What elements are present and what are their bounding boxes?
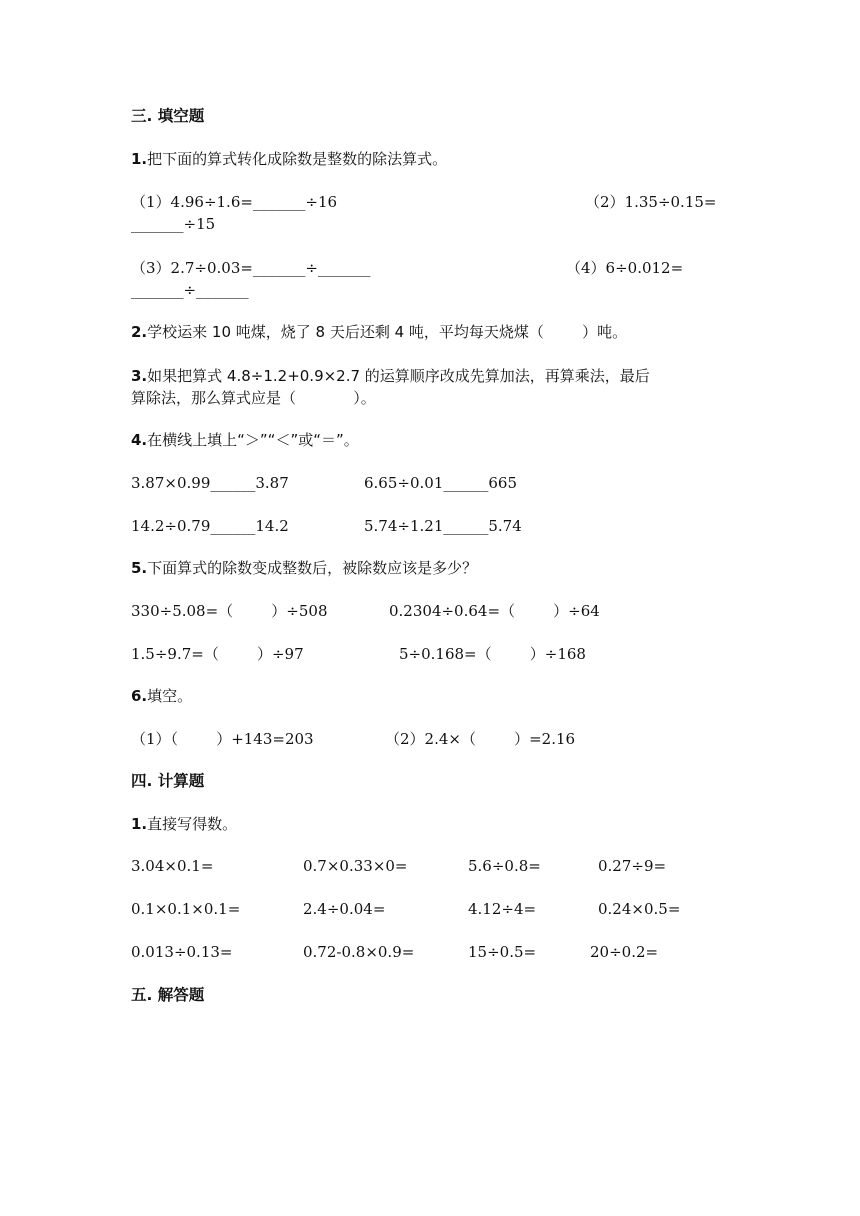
calc-item: 0.24×0.5= [598, 900, 681, 918]
question-text: 直接写得数。 [147, 815, 238, 833]
calc-item: 2.4÷0.04= [303, 900, 386, 918]
question-number: 2. [131, 323, 148, 341]
section-heading-5: 五. 解答题 [131, 986, 205, 1004]
question-3 [131, 366, 650, 386]
q4-item-a: 3.87×0.99______3.87 [131, 474, 289, 492]
question-text: 把下面的算式转化成除数是整数的除法算式。 [147, 150, 448, 168]
question-6 [131, 686, 192, 706]
q6-item-a: （1）（ ）+143=203 [131, 730, 314, 748]
q5-item-a: 330÷5.08=（ ）÷508 [131, 602, 328, 620]
calc-item: 0.27÷9= [598, 857, 667, 875]
question-number: 5. [131, 559, 148, 577]
question-text: 学校运来 10 吨煤，烧了 8 天后还剩 4 吨，平均每天烧煤（ ）吨。 [147, 323, 628, 341]
question-number: 3. [131, 367, 148, 385]
calc-item: 3.04×0.1= [131, 857, 214, 875]
calc-item: 5.6÷0.8= [468, 857, 541, 875]
calc-item: 15÷0.5= [468, 943, 537, 961]
calc-item: 0.013÷0.13= [131, 943, 233, 961]
section-heading-4: 四. 计算题 [131, 772, 205, 790]
question-number: 1. [131, 815, 148, 833]
question-text: 填空。 [147, 687, 193, 705]
question-1 [131, 149, 447, 169]
q4-item-c: 14.2÷0.79______14.2 [131, 517, 289, 535]
q1-part-1: （1）4.96÷1.6=_______÷16 [131, 193, 338, 211]
question-3-line-2: 算除法，那么算式应是（ ）。 [131, 389, 376, 407]
question-number: 1. [131, 150, 148, 168]
calc-item: 0.7×0.33×0= [303, 857, 408, 875]
calc-item: 0.1×0.1×0.1= [131, 900, 241, 918]
question-2 [131, 322, 627, 342]
q1-part-4-cont: _______÷_______ [131, 281, 249, 299]
q1-part-2-cont: _______÷15 [131, 215, 216, 233]
calc-item: 0.72-0.8×0.9= [303, 943, 415, 961]
q6-item-b: （2）2.4×（ ）=2.16 [385, 730, 576, 748]
calc-item: 20÷0.2= [590, 943, 659, 961]
q4-item-d: 5.74÷1.21______5.74 [364, 517, 522, 535]
q5-item-d: 5÷0.168=（ ）÷168 [399, 645, 586, 663]
q1-part-2: （2）1.35÷0.15= [585, 193, 717, 211]
question-text: 在横线上填上“＞”“＜”或“＝”。 [147, 431, 359, 449]
question-number: 6. [131, 687, 148, 705]
question-text: 如果把算式 4.8÷1.2+0.9×2.7 的运算顺序改成先算加法，再算乘法，最后 [147, 367, 650, 385]
calc-question-1 [131, 814, 237, 834]
calc-item: 4.12÷4= [468, 900, 537, 918]
q4-item-b: 6.65÷0.01______665 [364, 474, 517, 492]
q1-part-3: （3）2.7÷0.03=_______÷_______ [131, 259, 371, 277]
question-4 [131, 430, 359, 450]
question-text: 下面算式的除数变成整数后，被除数应该是多少？ [147, 559, 478, 577]
question-5 [131, 558, 477, 578]
q5-item-b: 0.2304÷0.64=（ ）÷64 [389, 602, 600, 620]
section-heading-3: 三. 填空题 [131, 107, 205, 125]
q1-part-4: （4）6÷0.012= [566, 259, 684, 277]
question-number: 4. [131, 431, 148, 449]
q5-item-c: 1.5÷9.7=（ ）÷97 [131, 645, 304, 663]
